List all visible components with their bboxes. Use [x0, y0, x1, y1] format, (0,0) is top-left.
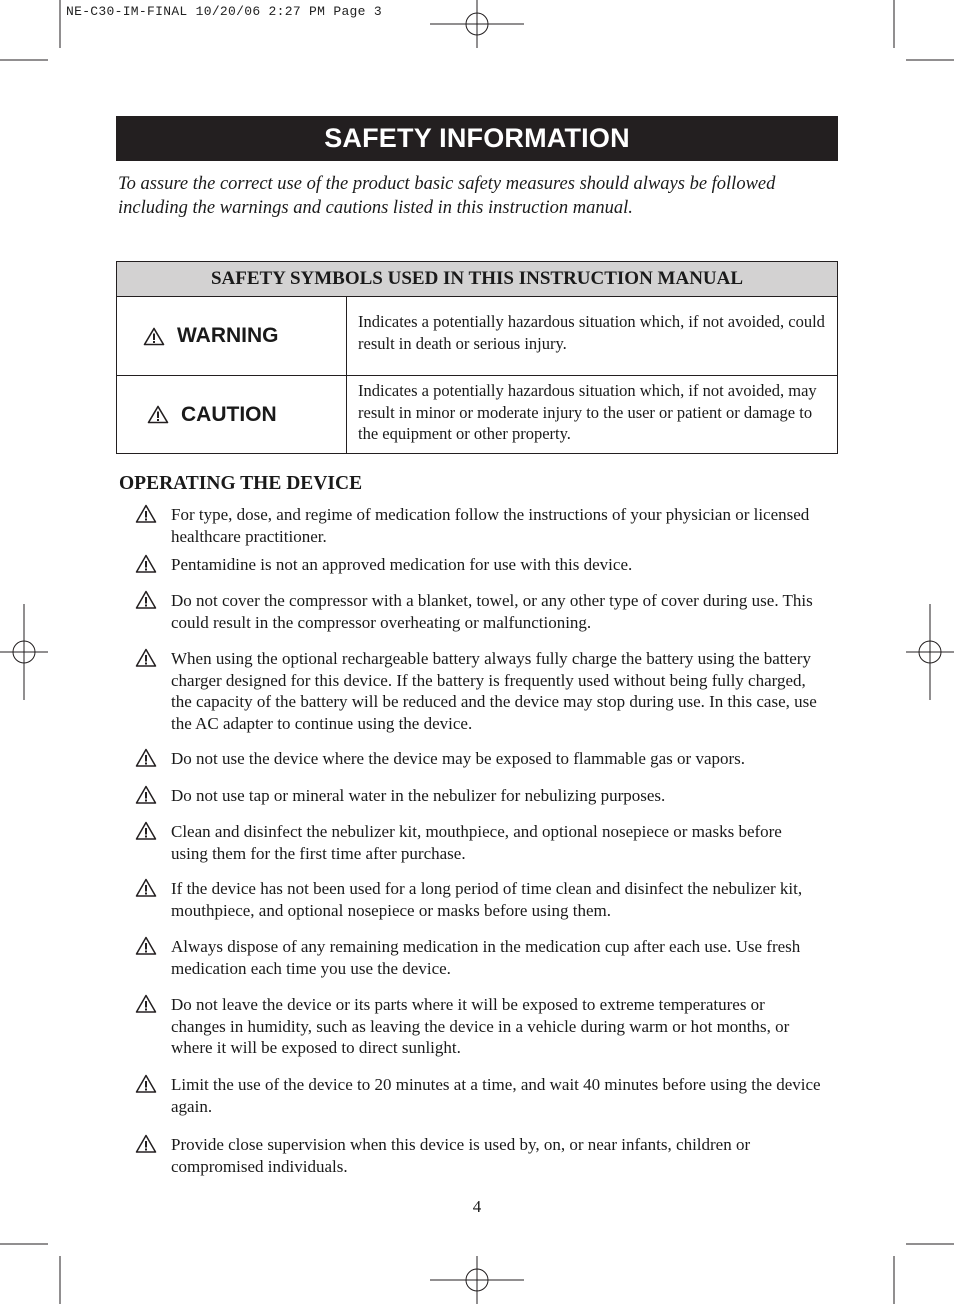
list-item [171, 994, 821, 1059]
warning-triangle-icon [135, 994, 157, 1014]
warning-triangle-icon [135, 785, 157, 805]
list-item [171, 748, 821, 770]
warning-description: Indicates a potentially hazardous situation which, if not avoided, could result in death or serious injury. [358, 312, 825, 353]
section-title-operating: OPERATING THE DEVICE [119, 473, 363, 494]
warning-triangle-icon [135, 1134, 157, 1154]
table-row [117, 376, 837, 453]
page-title: SAFETY INFORMATION [116, 116, 838, 161]
warning-triangle-icon [135, 648, 157, 668]
list-item [171, 1074, 821, 1117]
warning-label: WARNING [177, 324, 279, 347]
safety-symbols-table [116, 261, 838, 454]
item-text: Always dispose of any remaining medication in the medication cup after each use. Use fresh medication each time you use the device. [171, 937, 801, 978]
list-item [171, 936, 821, 979]
list-item [171, 504, 821, 547]
warning-triangle-icon [135, 748, 157, 768]
item-text: Do not use the device where the device may be exposed to flammable gas or vapors. [171, 749, 746, 768]
intro-text: To assure the correct use of the product basic safety measures should always be followed including the warnings and cautions listed in this instruction manual. [118, 174, 776, 218]
caution-label-cell [117, 376, 347, 453]
warning-triangle-icon [143, 327, 165, 346]
list-item [171, 590, 821, 633]
page-number: 4 [472, 1197, 482, 1216]
printer-slug: NE-C30-IM-FINAL 10/20/06 2:27 PM Page 3 [66, 4, 382, 19]
item-text: If the device has not been used for a long period of time clean and disinfect the nebulizer kit, mouthpiece, and optional nosepiece or masks before using them. [171, 879, 803, 920]
warning-triangle-icon [135, 821, 157, 841]
item-text: For type, dose, and regime of medication follow the instructions of your physician or licensed healthcare practitioner. [171, 505, 810, 546]
warning-triangle-icon [135, 1074, 157, 1094]
caution-description: Indicates a potentially hazardous situation which, if not avoided, may result in minor or moderate injury to the user or patient or damage to the equipment or other property. [358, 381, 817, 443]
warning-triangle-icon [135, 554, 157, 574]
item-text: When using the optional rechargeable battery always fully charge the battery using the battery charger designed for this device. If the battery is frequently used without being fully charged, the capacity of the battery will be reduced and the device may stop during use. In this case, use the AC adapter to continue using the device. [171, 649, 817, 733]
item-text: Do not leave the device or its parts where it will be exposed to extreme temperatures or changes in humidity, such as leaving the device in a vehicle during warm or hot months, or where it will be exposed to direct sunlight. [171, 995, 790, 1058]
list-item [171, 554, 821, 576]
item-text: Limit the use of the device to 20 minutes at a time, and wait 40 minutes before using the device again. [171, 1075, 821, 1116]
item-text: Do not use tap or mineral water in the nebulizer for nebulizing purposes. [171, 786, 666, 805]
table-row [117, 297, 837, 376]
caution-label: CAUTION [181, 402, 277, 426]
warning-triangle-icon [135, 504, 157, 524]
item-text: Provide close supervision when this device is used by, on, or near infants, children or compromised individuals. [171, 1135, 751, 1176]
list-item [171, 785, 821, 807]
list-item [171, 648, 821, 734]
warning-label-cell [117, 297, 347, 375]
list-item [171, 878, 821, 921]
warning-triangle-icon [135, 878, 157, 898]
warning-triangle-icon [135, 936, 157, 956]
item-text: Clean and disinfect the nebulizer kit, mouthpiece, and optional nosepiece or masks before using them for the first time after purchase. [171, 822, 782, 863]
list-item [171, 1134, 821, 1177]
item-text: Do not cover the compressor with a blanket, towel, or any other type of cover during use. This could result in the compressor overheating or malfunctioning. [171, 591, 813, 632]
warning-triangle-icon [135, 590, 157, 610]
list-item [171, 821, 821, 864]
warning-triangle-icon [147, 405, 169, 424]
item-text: Pentamidine is not an approved medication for use with this device. [171, 555, 633, 574]
table-header: SAFETY SYMBOLS USED IN THIS INSTRUCTION MANUAL [117, 262, 837, 297]
